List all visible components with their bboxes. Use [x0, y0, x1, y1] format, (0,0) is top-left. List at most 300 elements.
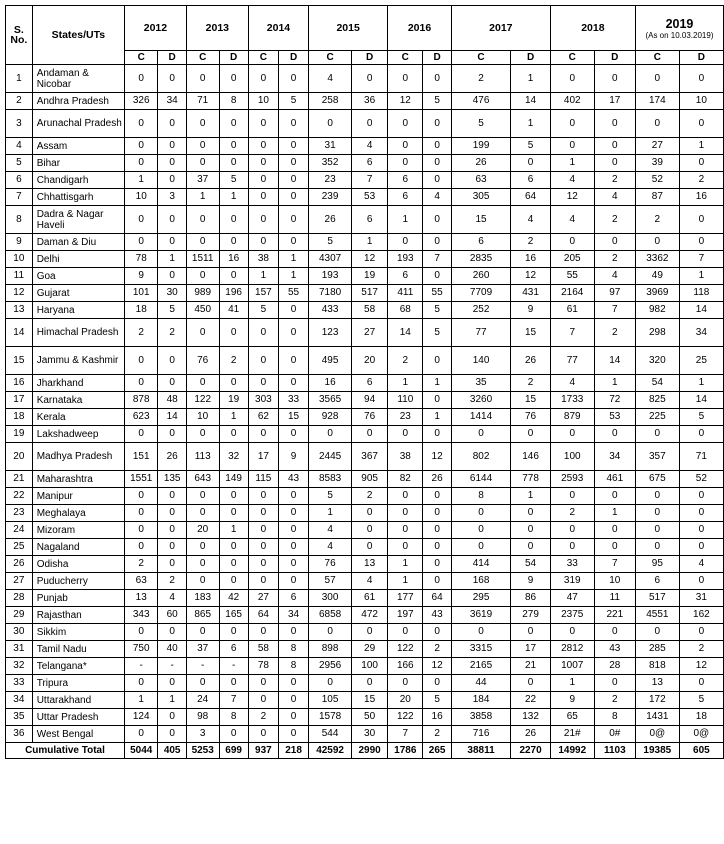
- cases-cell: 64: [248, 607, 278, 624]
- deaths-cell: 52: [679, 471, 723, 488]
- table-row: [6, 251, 724, 268]
- deaths-cell: 0: [423, 347, 451, 375]
- cases-cell: 0: [388, 624, 423, 641]
- deaths-cell: 0: [423, 268, 451, 285]
- cases-cell: 0: [248, 675, 278, 692]
- deaths-cell: 0: [511, 522, 551, 539]
- deaths-cell: 0: [219, 375, 248, 392]
- table-row: [6, 505, 724, 522]
- state-name-cell: Tamil Nadu: [32, 641, 124, 658]
- cases-cell: 239: [309, 189, 352, 206]
- cases-cell: 65: [550, 709, 594, 726]
- total-label: Cumulative Total: [6, 743, 125, 759]
- cases-cell: 2375: [550, 607, 594, 624]
- deaths-cell: 26: [511, 726, 551, 743]
- cases-cell: 258: [309, 93, 352, 110]
- deaths-cell: 0: [219, 155, 248, 172]
- cases-cell: 326: [124, 93, 158, 110]
- deaths-cell: 26: [158, 443, 186, 471]
- deaths-cell: 12: [352, 251, 388, 268]
- deaths-cell: 0: [219, 488, 248, 505]
- deaths-cell: 0: [219, 539, 248, 556]
- cases-subheader: C: [248, 51, 278, 65]
- deaths-cell: 0: [352, 505, 388, 522]
- cases-cell: 174: [635, 93, 679, 110]
- sno-cell: 4: [6, 138, 33, 155]
- sno-cell: 12: [6, 285, 33, 302]
- deaths-cell: 0: [278, 206, 308, 234]
- cases-cell: 750: [124, 641, 158, 658]
- total-cases-cell: 5253: [186, 743, 219, 759]
- cases-subheader: C: [388, 51, 423, 65]
- deaths-cell: 5: [219, 172, 248, 189]
- cases-cell: 0: [550, 138, 594, 155]
- cases-cell: 0: [186, 234, 219, 251]
- cases-cell: 0: [635, 110, 679, 138]
- total-cases-cell: 1786: [388, 743, 423, 759]
- cases-cell: 1007: [550, 658, 594, 675]
- cases-cell: 0: [186, 488, 219, 505]
- deaths-cell: 0@: [679, 726, 723, 743]
- sno-cell: 33: [6, 675, 33, 692]
- data-table-container: [5, 5, 724, 759]
- deaths-cell: 5: [423, 302, 451, 319]
- cases-cell: 319: [550, 573, 594, 590]
- cases-cell: 982: [635, 302, 679, 319]
- cases-cell: 0: [550, 624, 594, 641]
- cases-cell: 4307: [309, 251, 352, 268]
- deaths-cell: 64: [423, 590, 451, 607]
- deaths-cell: 0: [679, 234, 723, 251]
- cases-cell: 7: [550, 319, 594, 347]
- state-name-cell: Andaman & Nicobar: [32, 65, 124, 93]
- cases-cell: 87: [635, 189, 679, 206]
- deaths-cell: 135: [158, 471, 186, 488]
- cases-cell: 0: [186, 155, 219, 172]
- deaths-cell: 34: [679, 319, 723, 347]
- cases-cell: 0: [248, 726, 278, 743]
- deaths-cell: 7: [594, 556, 635, 573]
- deaths-cell: 55: [423, 285, 451, 302]
- deaths-cell: 1: [158, 692, 186, 709]
- deaths-cell: 1: [679, 268, 723, 285]
- table-row: [6, 658, 724, 675]
- deaths-cell: 0: [158, 522, 186, 539]
- cases-cell: 68: [388, 302, 423, 319]
- deaths-cell: 40: [158, 641, 186, 658]
- cases-cell: 14: [388, 319, 423, 347]
- cases-cell: 47: [550, 590, 594, 607]
- deaths-cell: 22: [511, 692, 551, 709]
- deaths-cell: 0: [278, 692, 308, 709]
- deaths-cell: 15: [278, 409, 308, 426]
- deaths-cell: 0: [278, 505, 308, 522]
- deaths-cell: 0: [679, 206, 723, 234]
- deaths-cell: 4: [423, 189, 451, 206]
- cases-cell: 3315: [451, 641, 510, 658]
- deaths-cell: 0: [594, 155, 635, 172]
- cases-cell: 0: [124, 624, 158, 641]
- deaths-cell: 1: [594, 505, 635, 522]
- year-header-2019: [635, 6, 723, 51]
- cases-cell: 0: [635, 65, 679, 93]
- cases-cell: 3362: [635, 251, 679, 268]
- cases-cell: 818: [635, 658, 679, 675]
- deaths-cell: 0: [158, 138, 186, 155]
- cases-cell: 27: [635, 138, 679, 155]
- cases-cell: 0: [635, 426, 679, 443]
- deaths-cell: 4: [594, 189, 635, 206]
- deaths-cell: 0: [219, 573, 248, 590]
- deaths-cell: 0: [423, 172, 451, 189]
- deaths-cell: 26: [511, 347, 551, 375]
- deaths-cell: 16: [219, 251, 248, 268]
- cases-cell: 1: [124, 172, 158, 189]
- deaths-cell: 0: [278, 65, 308, 93]
- cases-cell: 16: [309, 375, 352, 392]
- table-row: [6, 206, 724, 234]
- cases-cell: 0: [186, 138, 219, 155]
- state-name-cell: Gujarat: [32, 285, 124, 302]
- deaths-cell: 5: [278, 93, 308, 110]
- sno-cell: 5: [6, 155, 33, 172]
- cases-cell: 3969: [635, 285, 679, 302]
- cases-cell: 13: [124, 590, 158, 607]
- deaths-cell: 19: [219, 392, 248, 409]
- deaths-cell: 12: [679, 658, 723, 675]
- deaths-cell: 0: [679, 624, 723, 641]
- deaths-cell: 7: [423, 251, 451, 268]
- year-2019-note: (As on 10.03.2019): [645, 30, 714, 40]
- state-name-cell: Tripura: [32, 675, 124, 692]
- cumulative-total-row: [6, 743, 724, 759]
- deaths-cell: 53: [594, 409, 635, 426]
- deaths-cell: 0: [278, 319, 308, 347]
- cases-cell: 4: [550, 206, 594, 234]
- deaths-cell: 0: [352, 624, 388, 641]
- state-name-cell: Uttarakhand: [32, 692, 124, 709]
- cases-cell: 122: [186, 392, 219, 409]
- deaths-cell: 0: [278, 347, 308, 375]
- deaths-cell: 42: [219, 590, 248, 607]
- sno-cell: 19: [6, 426, 33, 443]
- cases-cell: 0: [388, 522, 423, 539]
- cases-cell: 0: [388, 65, 423, 93]
- cases-cell: 5: [309, 234, 352, 251]
- cases-cell: 5: [451, 110, 510, 138]
- state-name-cell: Haryana: [32, 302, 124, 319]
- deaths-cell: 14: [679, 392, 723, 409]
- total-deaths-cell: 2270: [511, 743, 551, 759]
- cases-cell: 0: [186, 268, 219, 285]
- deaths-cell: 4: [158, 590, 186, 607]
- deaths-cell: 0: [219, 675, 248, 692]
- cases-cell: 0: [248, 624, 278, 641]
- deaths-cell: 14: [511, 93, 551, 110]
- table-row: [6, 234, 724, 251]
- cases-cell: 6: [388, 268, 423, 285]
- cases-cell: 98: [186, 709, 219, 726]
- deaths-subheader: D: [423, 51, 451, 65]
- state-name-cell: Nagaland: [32, 539, 124, 556]
- deaths-cell: 0: [423, 675, 451, 692]
- deaths-cell: 0: [679, 65, 723, 93]
- state-name-cell: Andhra Pradesh: [32, 93, 124, 110]
- deaths-cell: 0: [511, 675, 551, 692]
- state-name-cell: Odisha: [32, 556, 124, 573]
- state-name-cell: West Bengal: [32, 726, 124, 743]
- cases-cell: -: [186, 658, 219, 675]
- deaths-cell: 0: [679, 522, 723, 539]
- sno-cell: 1: [6, 65, 33, 93]
- total-deaths-cell: 2990: [352, 743, 388, 759]
- deaths-cell: 50: [352, 709, 388, 726]
- cases-cell: 31: [309, 138, 352, 155]
- deaths-cell: 0: [219, 426, 248, 443]
- cases-cell: 0: [635, 624, 679, 641]
- cases-cell: 643: [186, 471, 219, 488]
- deaths-cell: 1: [158, 251, 186, 268]
- cases-cell: 5: [309, 488, 352, 505]
- cases-cell: 3: [186, 726, 219, 743]
- deaths-cell: 0: [278, 709, 308, 726]
- cases-cell: 0: [186, 206, 219, 234]
- table-row: [6, 268, 724, 285]
- cases-cell: 0: [186, 65, 219, 93]
- cases-cell: 71: [186, 93, 219, 110]
- deaths-subheader: D: [158, 51, 186, 65]
- cases-cell: 9: [550, 692, 594, 709]
- year-header: 2014: [248, 6, 308, 51]
- cases-cell: 0: [248, 319, 278, 347]
- cases-cell: 17: [248, 443, 278, 471]
- cases-cell: 825: [635, 392, 679, 409]
- cases-subheader: C: [550, 51, 594, 65]
- deaths-cell: 0: [423, 505, 451, 522]
- cases-cell: 295: [451, 590, 510, 607]
- deaths-cell: 0: [594, 624, 635, 641]
- cases-cell: 38: [248, 251, 278, 268]
- cases-cell: 879: [550, 409, 594, 426]
- deaths-cell: 0: [679, 675, 723, 692]
- cases-cell: 476: [451, 93, 510, 110]
- deaths-cell: 11: [594, 590, 635, 607]
- deaths-cell: 12: [511, 268, 551, 285]
- deaths-cell: 0: [511, 155, 551, 172]
- cases-cell: 0: [248, 488, 278, 505]
- deaths-cell: 0: [352, 110, 388, 138]
- cases-cell: 0: [124, 206, 158, 234]
- state-name-cell: Mizoram: [32, 522, 124, 539]
- deaths-cell: 4: [594, 268, 635, 285]
- deaths-cell: 0: [679, 426, 723, 443]
- cases-cell: 0: [309, 624, 352, 641]
- cases-cell: 0: [451, 505, 510, 522]
- deaths-cell: 6: [511, 172, 551, 189]
- deaths-cell: 0: [511, 539, 551, 556]
- cases-cell: 1578: [309, 709, 352, 726]
- deaths-cell: 16: [511, 251, 551, 268]
- state-name-cell: Puducherry: [32, 573, 124, 590]
- deaths-cell: 7: [594, 302, 635, 319]
- cases-cell: 0: [248, 138, 278, 155]
- deaths-cell: 86: [511, 590, 551, 607]
- deaths-cell: 1: [278, 251, 308, 268]
- deaths-cell: 0: [278, 155, 308, 172]
- cases-cell: 3260: [451, 392, 510, 409]
- deaths-cell: 0: [423, 206, 451, 234]
- deaths-subheader: D: [278, 51, 308, 65]
- cases-cell: 0: [124, 675, 158, 692]
- deaths-cell: 0: [423, 556, 451, 573]
- deaths-cell: 1: [219, 522, 248, 539]
- deaths-cell: 7: [352, 172, 388, 189]
- state-name-cell: Dadra & Nagar Haveli: [32, 206, 124, 234]
- deaths-cell: 0: [158, 172, 186, 189]
- table-row: [6, 375, 724, 392]
- table-row: [6, 641, 724, 658]
- cases-cell: 0: [186, 375, 219, 392]
- deaths-cell: 0: [423, 539, 451, 556]
- deaths-cell: 0: [278, 539, 308, 556]
- deaths-cell: 0: [423, 522, 451, 539]
- state-name-cell: Goa: [32, 268, 124, 285]
- cases-cell: 123: [309, 319, 352, 347]
- cases-cell: 1: [248, 268, 278, 285]
- cases-cell: 20: [186, 522, 219, 539]
- cases-cell: 205: [550, 251, 594, 268]
- cases-cell: 0: [248, 65, 278, 93]
- deaths-cell: 8: [219, 709, 248, 726]
- deaths-cell: -: [158, 658, 186, 675]
- deaths-cell: 0: [679, 155, 723, 172]
- table-row: [6, 347, 724, 375]
- deaths-cell: 0: [594, 539, 635, 556]
- cases-cell: 110: [388, 392, 423, 409]
- deaths-cell: 778: [511, 471, 551, 488]
- deaths-cell: 32: [219, 443, 248, 471]
- cases-cell: 411: [388, 285, 423, 302]
- cases-cell: 6: [388, 189, 423, 206]
- deaths-cell: 0: [594, 488, 635, 505]
- cases-cell: 898: [309, 641, 352, 658]
- deaths-cell: 55: [278, 285, 308, 302]
- cases-cell: 57: [309, 573, 352, 590]
- cases-cell: 77: [451, 319, 510, 347]
- deaths-cell: 196: [219, 285, 248, 302]
- deaths-cell: 2: [423, 726, 451, 743]
- table-row: [6, 726, 724, 743]
- table-row: [6, 302, 724, 319]
- cases-cell: 37: [186, 641, 219, 658]
- deaths-cell: 0: [594, 675, 635, 692]
- deaths-cell: 4: [511, 206, 551, 234]
- table-row: [6, 426, 724, 443]
- sno-cell: 36: [6, 726, 33, 743]
- cases-subheader: C: [635, 51, 679, 65]
- cases-cell: 0: [186, 675, 219, 692]
- state-name-cell: Delhi: [32, 251, 124, 268]
- deaths-cell: 76: [352, 409, 388, 426]
- cases-cell: 77: [550, 347, 594, 375]
- cases-cell: 49: [635, 268, 679, 285]
- deaths-cell: 12: [423, 443, 451, 471]
- cases-cell: 3565: [309, 392, 352, 409]
- deaths-cell: 0: [278, 675, 308, 692]
- deaths-cell: 34: [278, 607, 308, 624]
- deaths-cell: 146: [511, 443, 551, 471]
- deaths-cell: 1: [594, 375, 635, 392]
- deaths-cell: 15: [511, 392, 551, 409]
- deaths-cell: 14: [679, 302, 723, 319]
- table-row: [6, 392, 724, 409]
- deaths-cell: 4: [352, 138, 388, 155]
- deaths-cell: 6: [352, 375, 388, 392]
- cases-cell: 0: [186, 110, 219, 138]
- cases-cell: 495: [309, 347, 352, 375]
- cases-cell: 184: [451, 692, 510, 709]
- deaths-cell: 0: [158, 505, 186, 522]
- cases-cell: 2: [550, 505, 594, 522]
- deaths-cell: 53: [352, 189, 388, 206]
- cases-cell: 0: [388, 505, 423, 522]
- cases-cell: 0: [451, 624, 510, 641]
- cases-cell: 76: [186, 347, 219, 375]
- sno-cell: 28: [6, 590, 33, 607]
- deaths-cell: 1: [423, 409, 451, 426]
- deaths-cell: 0: [219, 505, 248, 522]
- year-header: 2017: [451, 6, 550, 51]
- cases-cell: 0: [248, 522, 278, 539]
- cases-cell: 7180: [309, 285, 352, 302]
- deaths-cell: 17: [594, 93, 635, 110]
- cases-cell: 1: [309, 505, 352, 522]
- state-name-cell: Karnataka: [32, 392, 124, 409]
- deaths-cell: 0: [423, 110, 451, 138]
- cases-cell: 105: [309, 692, 352, 709]
- deaths-cell: 221: [594, 607, 635, 624]
- cases-cell: 0: [388, 234, 423, 251]
- cases-cell: 1: [124, 692, 158, 709]
- cases-cell: 2: [124, 556, 158, 573]
- cases-cell: 63: [124, 573, 158, 590]
- cases-cell: 2956: [309, 658, 352, 675]
- cases-cell: 140: [451, 347, 510, 375]
- cases-cell: 27: [248, 590, 278, 607]
- deaths-cell: 6: [352, 206, 388, 234]
- sno-header: S. No.: [6, 6, 33, 65]
- cases-cell: 0: [388, 426, 423, 443]
- deaths-cell: 28: [594, 658, 635, 675]
- cases-cell: 2165: [451, 658, 510, 675]
- cases-cell: 2: [451, 65, 510, 93]
- state-name-cell: Lakshadweep: [32, 426, 124, 443]
- table-row: [6, 488, 724, 505]
- cases-cell: 10: [186, 409, 219, 426]
- cases-cell: 252: [451, 302, 510, 319]
- deaths-cell: 0: [219, 726, 248, 743]
- total-deaths-cell: 265: [423, 743, 451, 759]
- deaths-cell: 18: [679, 709, 723, 726]
- deaths-cell: 48: [158, 392, 186, 409]
- cases-cell: 0: [248, 172, 278, 189]
- state-name-cell: Assam: [32, 138, 124, 155]
- sno-cell: 8: [6, 206, 33, 234]
- cases-cell: 35: [451, 375, 510, 392]
- deaths-cell: 0: [158, 726, 186, 743]
- deaths-cell: 132: [511, 709, 551, 726]
- sno-cell: 3: [6, 110, 33, 138]
